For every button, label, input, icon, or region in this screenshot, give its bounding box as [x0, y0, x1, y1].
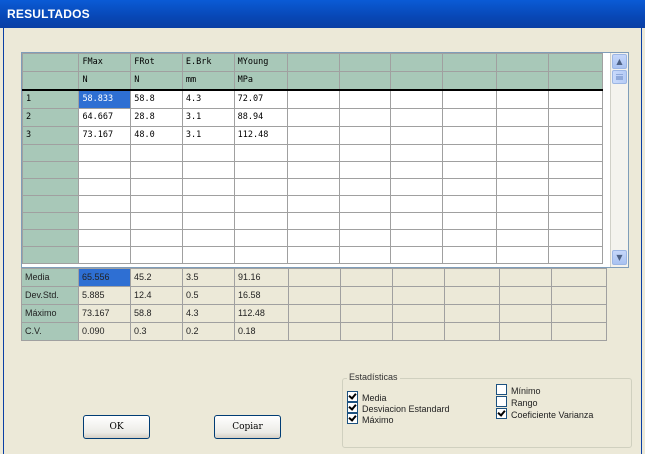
table-cell[interactable]: [339, 196, 390, 213]
table-cell[interactable]: 3.1: [182, 127, 234, 145]
stats-cell[interactable]: [289, 323, 341, 341]
table-cell[interactable]: [182, 230, 234, 247]
table-cell[interactable]: [548, 145, 602, 162]
groupbox-title: Estadísticas: [349, 372, 398, 382]
unit-header: N: [131, 72, 183, 91]
stats-row-label: Máximo: [22, 305, 79, 323]
table-cell[interactable]: [339, 90, 390, 109]
table-cell[interactable]: [391, 213, 442, 230]
stats-cell[interactable]: 0.5: [183, 287, 235, 305]
table-row: [23, 247, 603, 264]
stats-row: [22, 287, 607, 305]
table-cell[interactable]: [79, 247, 131, 264]
unit-header: mm: [182, 72, 234, 91]
table-cell[interactable]: [339, 230, 390, 247]
table-cell[interactable]: [391, 196, 442, 213]
table-cell[interactable]: [131, 162, 183, 179]
stats-cell[interactable]: [393, 323, 445, 341]
table-row: [23, 90, 603, 109]
scroll-down-icon[interactable]: ▼: [612, 250, 627, 265]
units-header-row: [23, 72, 603, 91]
table-cell[interactable]: [548, 162, 602, 179]
checkbox-rango[interactable]: [496, 396, 538, 408]
table-cell[interactable]: [548, 127, 602, 145]
checkbox-label: Desviacion Estandard: [362, 404, 450, 414]
table-cell[interactable]: [391, 145, 442, 162]
stats-cell[interactable]: [341, 323, 393, 341]
stats-cell[interactable]: [289, 305, 341, 323]
table-cell[interactable]: [234, 213, 288, 230]
table-cell[interactable]: [288, 109, 339, 127]
checkbox-label: Máximo: [362, 415, 394, 425]
row-header[interactable]: 3: [23, 127, 79, 145]
table-row: [23, 127, 603, 145]
table-cell[interactable]: [182, 247, 234, 264]
table-cell[interactable]: [442, 230, 496, 247]
table-cell[interactable]: [442, 127, 496, 145]
table-cell[interactable]: [339, 162, 390, 179]
table-cell[interactable]: [79, 196, 131, 213]
stats-row-label: Dev.Std.: [22, 287, 79, 305]
stats-cell[interactable]: [500, 305, 552, 323]
table-cell[interactable]: [497, 90, 548, 109]
table-cell[interactable]: [131, 213, 183, 230]
table-cell[interactable]: [234, 196, 288, 213]
table-cell[interactable]: [391, 109, 442, 127]
stats-cell[interactable]: 12.4: [131, 287, 183, 305]
table-cell[interactable]: [288, 145, 339, 162]
results-table: [22, 53, 603, 264]
table-cell[interactable]: [234, 162, 288, 179]
stats-row-label: C.V.: [22, 323, 79, 341]
table-cell[interactable]: [182, 145, 234, 162]
table-row: [23, 179, 603, 196]
table-cell[interactable]: [442, 213, 496, 230]
column-header-row: [23, 54, 603, 72]
stats-cell[interactable]: 73.167: [79, 305, 131, 323]
table-row: [23, 145, 603, 162]
table-cell[interactable]: [288, 127, 339, 145]
unit-header: N: [79, 72, 131, 91]
table-cell[interactable]: [391, 247, 442, 264]
column-header[interactable]: [288, 54, 339, 72]
table-row: [23, 109, 603, 127]
stats-cell[interactable]: [552, 323, 607, 341]
stats-cell[interactable]: 65.556: [79, 269, 131, 287]
column-header[interactable]: FRot: [131, 54, 183, 72]
stats-cell[interactable]: [552, 305, 607, 323]
stats-cell[interactable]: [393, 287, 445, 305]
checkbox-label: Coeficiente Varianza: [511, 410, 594, 420]
table-cell[interactable]: [288, 162, 339, 179]
results-grid: [21, 52, 629, 268]
table-row: [23, 162, 603, 179]
table-cell[interactable]: [288, 230, 339, 247]
table-cell[interactable]: [339, 247, 390, 264]
window-title: RESULTADOS: [7, 7, 90, 21]
table-cell[interactable]: 64.667: [79, 109, 131, 127]
table-cell[interactable]: [391, 162, 442, 179]
checkbox-box[interactable]: [347, 413, 358, 424]
statistics-table: [21, 268, 607, 341]
stats-cell[interactable]: 3.5: [183, 269, 235, 287]
table-cell[interactable]: [131, 196, 183, 213]
table-cell[interactable]: [497, 196, 548, 213]
stats-cell[interactable]: [445, 269, 500, 287]
checkbox-coeficiente-varianza[interactable]: [496, 408, 593, 420]
vertical-scrollbar[interactable]: [610, 53, 628, 267]
copy-button[interactable]: Copiar: [214, 415, 281, 439]
table-cell[interactable]: [442, 109, 496, 127]
row-header[interactable]: [23, 179, 79, 196]
table-cell[interactable]: [339, 145, 390, 162]
table-cell[interactable]: [182, 196, 234, 213]
unit-header: [339, 72, 390, 91]
row-header[interactable]: [23, 162, 79, 179]
table-cell[interactable]: [497, 127, 548, 145]
table-cell[interactable]: [497, 145, 548, 162]
stats-cell[interactable]: [445, 323, 500, 341]
table-cell[interactable]: [548, 230, 602, 247]
table-cell[interactable]: [182, 213, 234, 230]
scroll-thumb[interactable]: [612, 70, 627, 84]
stats-cell[interactable]: [445, 287, 500, 305]
column-header[interactable]: FMax: [79, 54, 131, 72]
stats-cell[interactable]: [552, 269, 607, 287]
stats-cell[interactable]: 4.3: [183, 305, 235, 323]
table-cell[interactable]: [288, 247, 339, 264]
table-cell[interactable]: [548, 196, 602, 213]
table-cell[interactable]: [234, 145, 288, 162]
row-header[interactable]: 1: [23, 90, 79, 109]
row-header[interactable]: [23, 196, 79, 213]
table-cell[interactable]: [234, 230, 288, 247]
checkbox-label: Rango: [511, 398, 538, 408]
table-cell[interactable]: 3.1: [182, 109, 234, 127]
unit-header: [497, 72, 548, 91]
table-cell[interactable]: [131, 230, 183, 247]
unit-header: MPa: [234, 72, 288, 91]
table-cell[interactable]: [79, 145, 131, 162]
stats-cell[interactable]: 16.58: [235, 287, 289, 305]
table-cell[interactable]: [442, 179, 496, 196]
table-cell[interactable]: [79, 179, 131, 196]
table-cell[interactable]: 88.94: [234, 109, 288, 127]
stats-cell[interactable]: 0.3: [131, 323, 183, 341]
corner-cell: [23, 54, 79, 72]
stats-cell[interactable]: [289, 269, 341, 287]
table-cell[interactable]: [391, 127, 442, 145]
table-cell[interactable]: [339, 179, 390, 196]
table-cell[interactable]: [339, 127, 390, 145]
table-cell[interactable]: [442, 162, 496, 179]
table-cell[interactable]: [548, 90, 602, 109]
stats-row: [22, 305, 607, 323]
stats-cell[interactable]: [500, 323, 552, 341]
table-cell[interactable]: [497, 162, 548, 179]
stats-cell[interactable]: [289, 287, 341, 305]
ok-button[interactable]: OK: [83, 415, 150, 439]
table-cell[interactable]: [548, 247, 602, 264]
table-cell[interactable]: [497, 230, 548, 247]
statistics-groupbox: [342, 372, 632, 448]
row-header[interactable]: [23, 230, 79, 247]
stats-cell[interactable]: [500, 287, 552, 305]
stats-cell[interactable]: [500, 269, 552, 287]
stats-cell[interactable]: 0.18: [235, 323, 289, 341]
table-cell[interactable]: [497, 109, 548, 127]
table-cell[interactable]: [131, 145, 183, 162]
stats-cell[interactable]: [445, 305, 500, 323]
table-cell[interactable]: [442, 145, 496, 162]
table-cell[interactable]: [497, 179, 548, 196]
table-cell[interactable]: 4.3: [182, 90, 234, 109]
checkbox-box[interactable]: [347, 391, 358, 402]
table-cell[interactable]: [442, 90, 496, 109]
checkbox-box[interactable]: [496, 384, 507, 395]
stats-cell[interactable]: [341, 269, 393, 287]
unit-header: [442, 72, 496, 91]
stats-cell[interactable]: [393, 305, 445, 323]
stats-row-label: Media: [22, 269, 79, 287]
column-header[interactable]: [339, 54, 390, 72]
table-cell[interactable]: [79, 213, 131, 230]
table-cell[interactable]: 48.0: [131, 127, 183, 145]
corner-cell: [23, 72, 79, 91]
scroll-up-icon[interactable]: ▲: [612, 54, 627, 69]
table-row: [23, 213, 603, 230]
table-cell[interactable]: [548, 213, 602, 230]
stats-cell[interactable]: [341, 287, 393, 305]
checkbox-minimo[interactable]: [496, 384, 541, 396]
table-cell[interactable]: [548, 179, 602, 196]
table-cell[interactable]: [391, 179, 442, 196]
table-cell[interactable]: [234, 179, 288, 196]
table-cell[interactable]: [182, 162, 234, 179]
table-cell[interactable]: [339, 213, 390, 230]
table-cell[interactable]: 112.48: [234, 127, 288, 145]
column-header[interactable]: [391, 54, 442, 72]
row-header[interactable]: 2: [23, 109, 79, 127]
table-cell[interactable]: [288, 196, 339, 213]
stats-cell[interactable]: 112.48: [235, 305, 289, 323]
table-cell[interactable]: 58.833: [79, 90, 131, 109]
table-cell[interactable]: [288, 90, 339, 109]
table-cell[interactable]: [548, 109, 602, 127]
table-cell[interactable]: [79, 162, 131, 179]
table-cell[interactable]: [79, 230, 131, 247]
table-row: [23, 230, 603, 247]
column-header[interactable]: [548, 54, 602, 72]
table-cell[interactable]: [131, 247, 183, 264]
table-cell[interactable]: [131, 179, 183, 196]
stats-cell[interactable]: 0.090: [79, 323, 131, 341]
row-header[interactable]: [23, 247, 79, 264]
table-cell[interactable]: 73.167: [79, 127, 131, 145]
stats-cell[interactable]: 0.2: [183, 323, 235, 341]
unit-header: [391, 72, 442, 91]
checkbox-maximo[interactable]: [347, 413, 394, 425]
stats-row: [22, 269, 607, 287]
column-header[interactable]: [497, 54, 548, 72]
table-cell[interactable]: [442, 247, 496, 264]
table-cell[interactable]: [497, 247, 548, 264]
table-cell[interactable]: 28.8: [131, 109, 183, 127]
table-cell[interactable]: [391, 230, 442, 247]
checkbox-label: Media: [362, 393, 387, 403]
unit-header: [288, 72, 339, 91]
stats-cell[interactable]: 91.16: [235, 269, 289, 287]
stats-cell[interactable]: 45.2: [131, 269, 183, 287]
row-header[interactable]: [23, 145, 79, 162]
table-cell[interactable]: [234, 247, 288, 264]
row-header[interactable]: [23, 213, 79, 230]
checkbox-box[interactable]: [347, 402, 358, 413]
table-cell[interactable]: [288, 213, 339, 230]
stats-cell[interactable]: 5.885: [79, 287, 131, 305]
column-header[interactable]: E.Brk: [182, 54, 234, 72]
column-header[interactable]: [442, 54, 496, 72]
table-cell[interactable]: [288, 179, 339, 196]
window-titlebar: [0, 0, 645, 28]
stats-row: [22, 323, 607, 341]
table-cell[interactable]: [339, 109, 390, 127]
checkbox-box[interactable]: [496, 396, 507, 407]
stats-cell[interactable]: [341, 305, 393, 323]
column-header[interactable]: MYoung: [234, 54, 288, 72]
table-cell[interactable]: [391, 90, 442, 109]
unit-header: [548, 72, 602, 91]
table-cell[interactable]: [182, 179, 234, 196]
table-row: [23, 196, 603, 213]
table-cell[interactable]: [442, 196, 496, 213]
checkbox-box[interactable]: [496, 408, 507, 419]
table-cell[interactable]: 58.8: [131, 90, 183, 109]
stats-cell[interactable]: 58.8: [131, 305, 183, 323]
table-cell[interactable]: 72.07: [234, 90, 288, 109]
stats-cell[interactable]: [393, 269, 445, 287]
checkbox-label: Mínimo: [511, 386, 541, 396]
table-cell[interactable]: [497, 213, 548, 230]
stats-cell[interactable]: [552, 287, 607, 305]
